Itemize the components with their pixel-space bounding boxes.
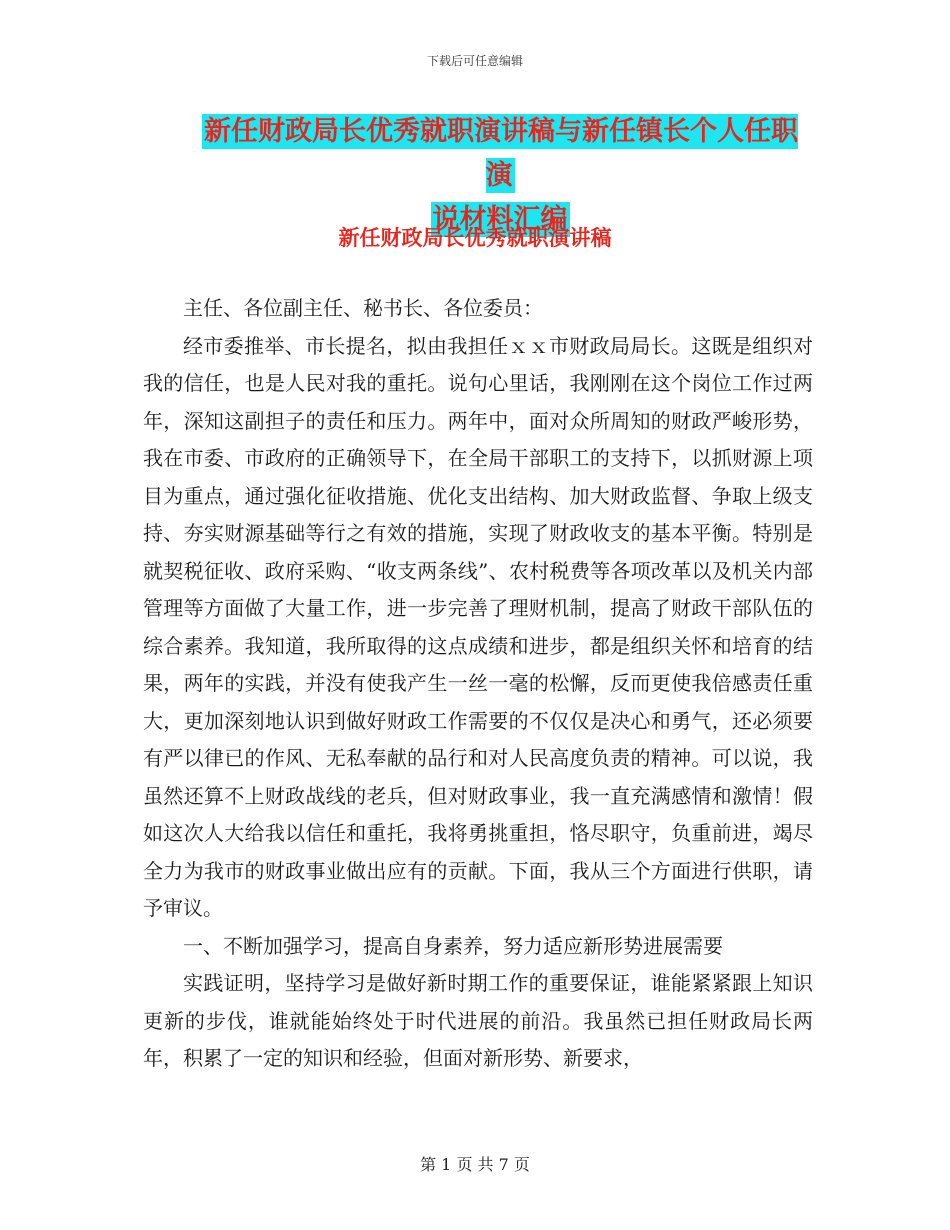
main-title-line2: 说材料汇编 (432, 204, 568, 235)
paragraph-salutation: 主任、各位副主任、秘书长、各位委员： (183, 296, 543, 320)
page-footer: 第 1 页 共 7 页 (420, 1155, 530, 1174)
paragraph-body-1: 实践证明，坚持学习是做好新时期工作的重要保证，谁能紧紧跟上知识更新的步伐，谁就能始终处于时代进展的前沿。我虽然已担任财政局长两年，积累了一定的知识和经验，但面对新形势、新要求， (143, 971, 813, 1070)
paragraph-intro: 经市委推举、市长提名，拟由我担任ｘｘ市财政局局长。这既是组织对我的信任，也是人民对我的重托。说句心里话，我刚刚在这个岗位工作过两年，深知这副担子的责任和压力。两年中，面对众所周知的财政严峻形势，我在市委、市政府的正确领导下，在全局干部职工的支持下，以抓财源上项目为重点，通过强化征收措施、优化支出结构、加大财政监督、争取上级支持、夯实财源基础等行之有效的措施，实现了财政收支的基本平衡。特别是就契税征收、政府采购、“收支两条线”、农村税费等各项改革以及机关内部管理等方面做了大量工作，进一步完善了理财机制，提高了财政干部队伍的综合素养。我知道，我所取得的这点成绩和进步，都是组织关怀和培育的结果，两年的实践，并没有使我产生一丝一毫的松懈，反而更使我倍感责任重大，更加深刻地认识到做好财政工作需要的不仅仅是决心和勇气，还必须要有严以律已的作风、无私奉献的品行和对人民高度负责的精神。可以说，我虽然还算不上财政战线的老兵，但对财政事业，我一直充满感情和激情！假如这次人大给我以信任和重托，我将勇挑重担，恪尽职守，负重前进，竭尽全力为我市的财政事业做出应有的贡献。下面，我从三个方面进行供职，请予审议。 (143, 333, 813, 920)
body-text (143, 290, 813, 1078)
paragraph-heading-1: 一、不断加强学习，提高自身素养，努力适应新形势进展需要 (183, 933, 723, 958)
header-note: 下载后可任意编辑 (426, 54, 523, 68)
main-title-line1: 新任财政局长优秀就职演讲稿与新任镇长个人任职演 (204, 116, 798, 191)
section-title: 新任财政局长优秀就职演讲稿 (338, 226, 612, 250)
